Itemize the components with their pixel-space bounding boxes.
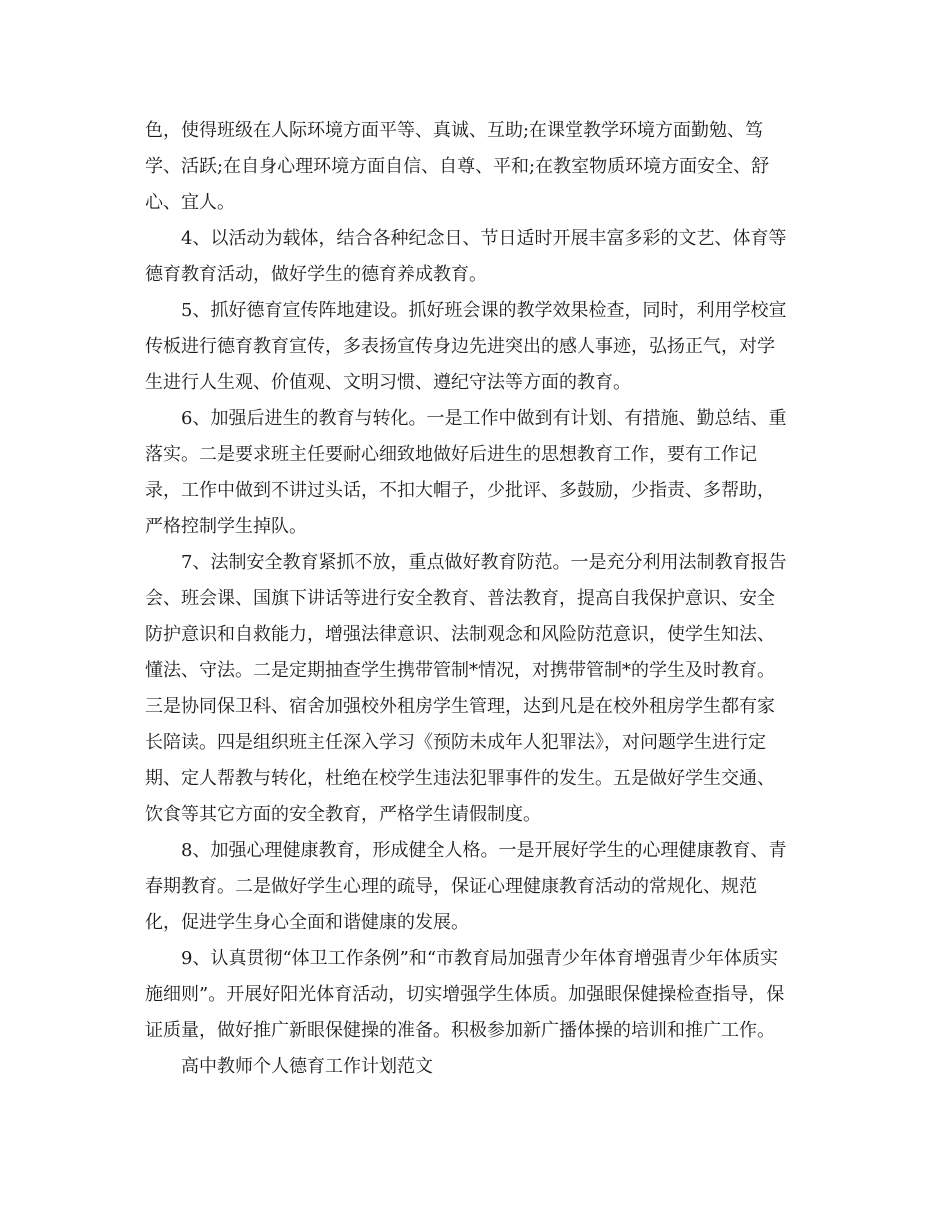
text-line: 5、抓好德育宣传阵地建设。抓好班会课的教学效果检查，同时，利用学校宣	[145, 300, 787, 321]
text-line: 懂法、守法。二是定期抽查学生携带管制*情况，对携带管制*的学生及时教育。	[145, 660, 775, 681]
text-line: 7、法制安全教育紧抓不放，重点做好教育防范。一是充分利用法制教育报告	[145, 552, 787, 573]
text-line: 学、活跃;在自身心理环境方面自信、自尊、平和;在教室物质环境方面安全、舒	[145, 156, 770, 177]
text-line: 生进行人生观、价值观、文明习惯、遵纪守法等方面的教育。	[145, 372, 631, 393]
text-line: 4、以活动为载体，结合各种纪念日、节日适时开展丰富多彩的文艺、体育等	[145, 228, 787, 249]
text-line: 期、定人帮教与转化，杜绝在校学生违法犯罪事件的发生。五是做好学生交通、	[145, 768, 775, 789]
text-line: 春期教育。二是做好学生心理的疏导，保证心理健康教育活动的常规化、规范	[145, 876, 757, 897]
text-line: 证质量，做好推广新眼保健操的准备。积极参加新广播体操的培训和推广工作。	[145, 1020, 775, 1041]
document-body	[145, 113, 810, 1085]
text-line: 6、加强后进生的教育与转化。一是工作中做到有计划、有措施、勤总结、重	[145, 408, 787, 429]
text-line: 饮食等其它方面的安全教育，严格学生请假制度。	[145, 804, 541, 825]
text-line: 防护意识和自救能力，增强法律意识、法制观念和风险防范意识，使学生知法、	[145, 624, 775, 645]
section-heading: 高中教师个人德育工作计划范文	[145, 1056, 433, 1077]
text-line: 三是协同保卫科、宿舍加强校外租房学生管理，达到凡是在校外租房学生都有家	[145, 696, 775, 717]
text-line: 传板进行德育教育宣传，多表扬宣传身边先进突出的感人事迹，弘扬正气，对学	[145, 336, 775, 357]
text-line: 化，促进学生身心全面和谐健康的发展。	[145, 912, 469, 933]
text-line: 录，工作中做到不讲过头话，不扣大帽子，少批评、多鼓励，少指责、多帮助，	[145, 480, 775, 501]
text-line: 德育教育活动，做好学生的德育养成教育。	[145, 264, 487, 285]
text-line: 8、加强心理健康教育，形成健全人格。一是开展好学生的心理健康教育、青	[145, 840, 787, 861]
text-line: 落实。二是要求班主任要耐心细致地做好后进生的思想教育工作，要有工作记	[145, 444, 757, 465]
text-line: 色，使得班级在人际环境方面平等、真诚、互助;在课堂教学环境方面勤勉、笃	[145, 120, 764, 141]
text-line: 长陪读。四是组织班主任深入学习《预防未成年人犯罪法》，对问题学生进行定	[145, 732, 766, 753]
text-line: 9、认真贯彻“体卫工作条例”和“市教育局加强青少年体育增强青少年体质实	[145, 948, 779, 969]
text-line: 会、班会课、国旗下讲话等进行安全教育、普法教育，提高自我保护意识、安全	[145, 588, 775, 609]
text-line: 施细则”。开展好阳光体育活动，切实增强学生体质。加强眼保健操检查指导，保	[145, 984, 785, 1005]
text-line: 严格控制学生掉队。	[145, 516, 307, 537]
text-line: 心、宜人。	[145, 192, 235, 213]
